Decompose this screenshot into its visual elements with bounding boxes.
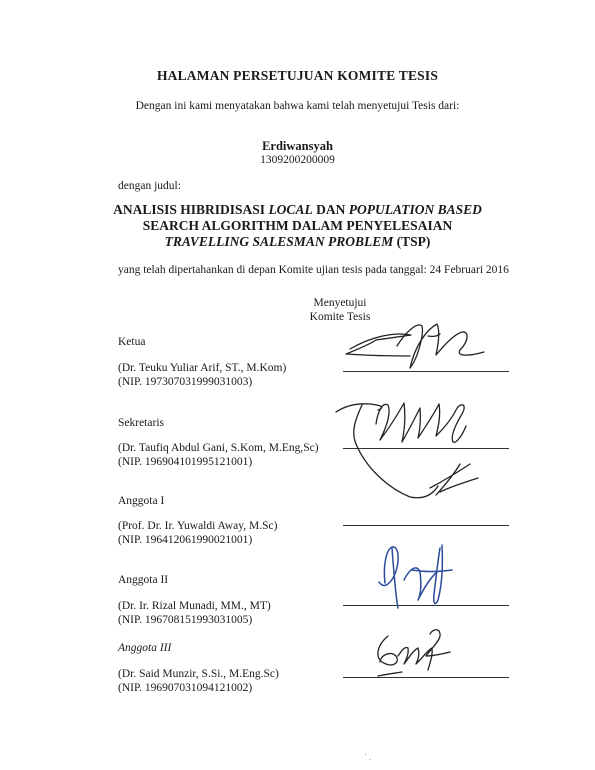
member-nip-anggota-1: (NIP. 196412061990021001) [118, 534, 253, 546]
signature-line-sekretaris [343, 448, 509, 449]
thesis-title-line-2: SEARCH ALGORITHM DALAM PENYELESAIAN [142, 218, 453, 233]
signature-anggota-2 [379, 545, 452, 608]
member-name-sekretaris: (Dr. Taufiq Abdul Gani, S.Kom, M.Eng,Sc) [118, 442, 319, 454]
role-anggota-3: Anggota III [118, 642, 172, 654]
role-ketua: Ketua [118, 336, 146, 348]
signature-ketua [346, 324, 484, 368]
member-nip-sekretaris: (NIP. 196904101995121001) [118, 456, 253, 468]
approval-committee: Komite Tesis [309, 311, 371, 323]
role-sekretaris: Sekretaris [118, 417, 164, 429]
member-name-ketua: (Dr. Teuku Yuliar Arif, ST., M.Kom) [118, 362, 287, 374]
signature-line-anggota-2 [343, 605, 509, 606]
signature-line-anggota-3 [343, 677, 509, 678]
role-anggota-1: Anggota I [118, 495, 165, 507]
signature-anggota-3 [378, 630, 450, 676]
member-nip-anggota-3: (NIP. 196907031094121002) [118, 682, 253, 694]
defense-statement: yang telah dipertahankan di depan Komite ujian tesis pada tanggal: 24 Februari 2016 [118, 264, 509, 276]
scan-mark: ' . [365, 752, 372, 762]
title-label: dengan judul: [118, 180, 181, 192]
member-nip-ketua: (NIP. 197307031999031003) [118, 376, 253, 388]
thesis-title-line-3: TRAVELLING SALESMAN PROBLEM (TSP) [164, 234, 431, 249]
student-nrp: 1309200200009 [260, 154, 335, 166]
approval-heading: Menyetujui [313, 297, 367, 309]
signature-line-ketua [343, 371, 509, 372]
student-name: Erdiwansyah [262, 139, 333, 153]
signature-line-anggota-1 [343, 525, 509, 526]
page-title: HALAMAN PERSETUJUAN KOMITE TESIS [156, 68, 439, 83]
member-nip-anggota-2: (NIP. 196708151993031005) [118, 614, 253, 626]
intro-statement: Dengan ini kami menyatakan bahwa kami telah menyetujui Tesis dari: [135, 100, 460, 112]
role-anggota-2: Anggota II [118, 574, 169, 586]
member-name-anggota-2: (Dr. Ir. Rizal Munadi, MM., MT) [118, 600, 271, 612]
signature-sekretaris [336, 403, 478, 498]
member-name-anggota-1: (Prof. Dr. Ir. Yuwaldi Away, M.Sc) [118, 520, 278, 532]
member-name-anggota-3: (Dr. Said Munzir, S.Si., M.Eng.Sc) [118, 668, 279, 680]
thesis-title-line-1: ANALISIS HIBRIDISASI LOCAL DAN POPULATION BASED [113, 202, 482, 217]
